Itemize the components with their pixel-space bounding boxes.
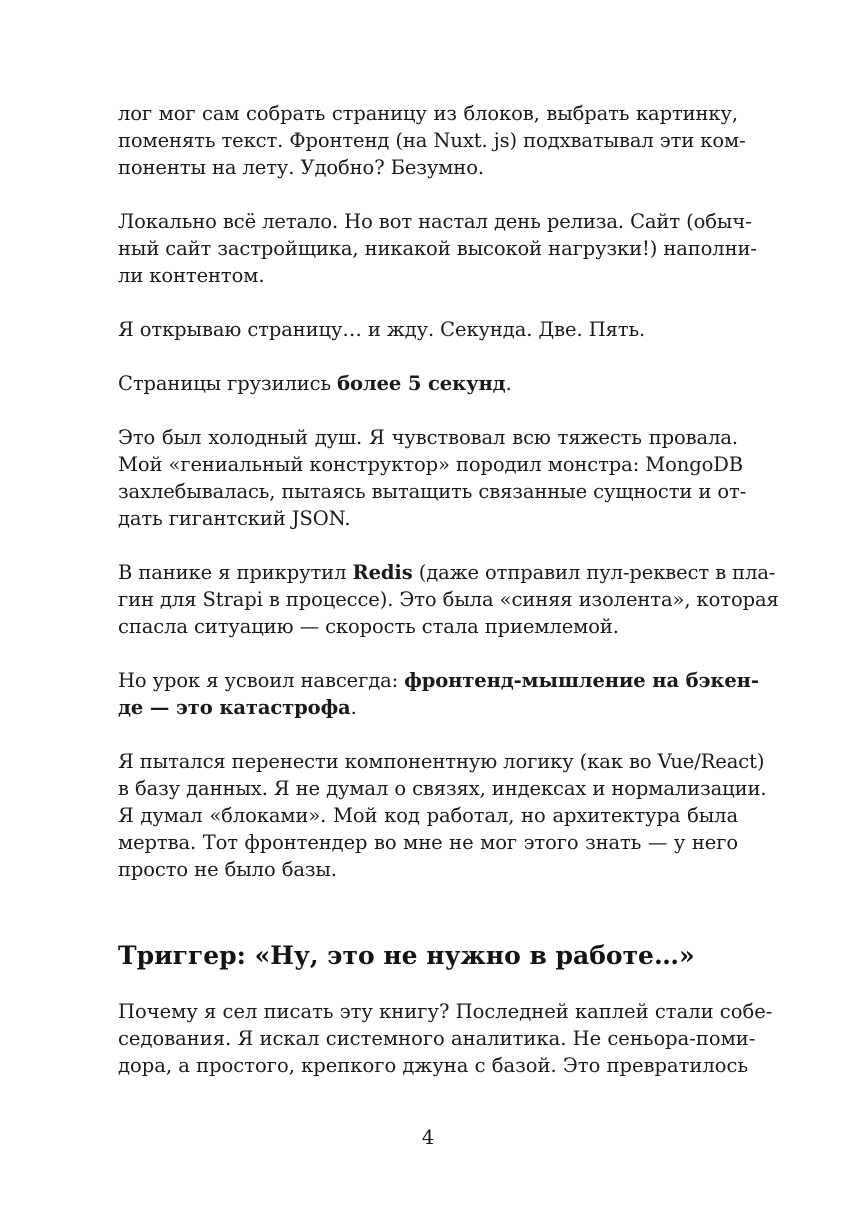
text-line [118,451,744,478]
text-line [118,694,738,721]
text-run: ный сайт застройщика, никакой высокой нагрузки!) наполни- [118,237,757,260]
paragraph [118,316,738,343]
text-run: в базу данных. Я не думал о связях, индексах и нормализации. [118,777,767,800]
text-line [118,559,776,586]
section-paragraph [118,998,773,1079]
text-run: (даже отправил пул-реквест в пла- [412,561,776,584]
section-heading: Триггер: «Ну, это не нужно в работе…» [118,941,695,970]
body-text [118,100,779,910]
paragraph [118,559,779,640]
paragraph [118,208,757,289]
paragraph [118,370,738,397]
text-line [118,154,738,181]
text-run: Я думал «блоками». Мой код работал, но архитектура была [118,804,738,827]
text-line [118,235,757,262]
text-line [118,667,759,694]
text-run: Страницы грузились [118,372,338,395]
text-line [118,208,752,235]
text-line [118,829,738,856]
bold-text: Redis [352,561,413,584]
text-run: захлебывалась, пытаясь вытащить связанные сущности и от- [118,480,747,503]
text-line [118,586,779,613]
text-line [118,478,747,505]
text-line [118,748,765,775]
text-line [118,856,738,883]
text-run: Но урок я усвоил навсегда: [118,669,405,692]
text-line [118,370,738,397]
text-line [118,262,738,289]
text-line [118,1025,756,1052]
paragraph [118,748,767,883]
bold-text: фронтенд-мышление на бэкен- [404,669,759,692]
text-run: Почему я сел писать эту книгу? Последней каплей стали собе- [118,1000,773,1023]
text-line [118,127,746,154]
text-run: лог мог сам собрать страницу из блоков, выбрать картинку, [118,102,738,125]
text-line [118,100,738,127]
text-run: седования. Я искал системного аналитика. Не сеньора-поми- [118,1027,756,1050]
text-line [118,613,738,640]
text-run: дать гигантский JSON. [118,507,351,530]
text-run: поменять текст. Фронтенд (на Nuxt. js) подхватывал эти ком- [118,129,746,152]
text-line [118,998,773,1025]
text-run: гин для Strapi в процессе). Это была «синяя изолента», которая [118,588,779,611]
bold-text: более 5 секунд [337,372,506,395]
text-run: Я пытался перенести компонентную логику (как во Vue/React) [118,750,765,773]
text-run: мертва. Тот фронтендер во мне не мог этого знать — у него [118,831,738,854]
paragraph [118,100,746,181]
page-number: 4 [421,1126,435,1149]
text-run: Локально всё летало. Но вот настал день релиза. Сайт (обыч- [118,210,752,233]
bold-text: де — это катастрофа [118,696,351,719]
text-run: поненты на лету. Удобно? Безумно. [118,156,484,179]
text-run: Это был холодный душ. Я чувствовал всю тяжесть провала. [118,426,738,449]
text-line [118,316,738,343]
text-line [118,775,767,802]
text-run: дора, а простого, крепкого джуна с базой. Это превратилось [118,1054,749,1077]
text-run: . [350,696,357,719]
text-run: . [505,372,512,395]
text-run: спасла ситуацию — скорость стала приемлемой. [118,615,619,638]
text-line [118,1052,749,1079]
text-line [118,424,738,451]
text-run: Мой «гениальный конструктор» породил монстра: MongoDB [118,453,744,476]
text-run: В панике я прикрутил [118,561,353,584]
paragraph [118,424,747,532]
text-line [118,802,738,829]
text-run: просто не было базы. [118,858,337,881]
text-run: ли контентом. [118,264,265,287]
text-line [118,505,738,532]
paragraph [118,667,759,721]
text-run: Я открываю страницу… и жду. Секунда. Две. Пять. [118,318,646,341]
